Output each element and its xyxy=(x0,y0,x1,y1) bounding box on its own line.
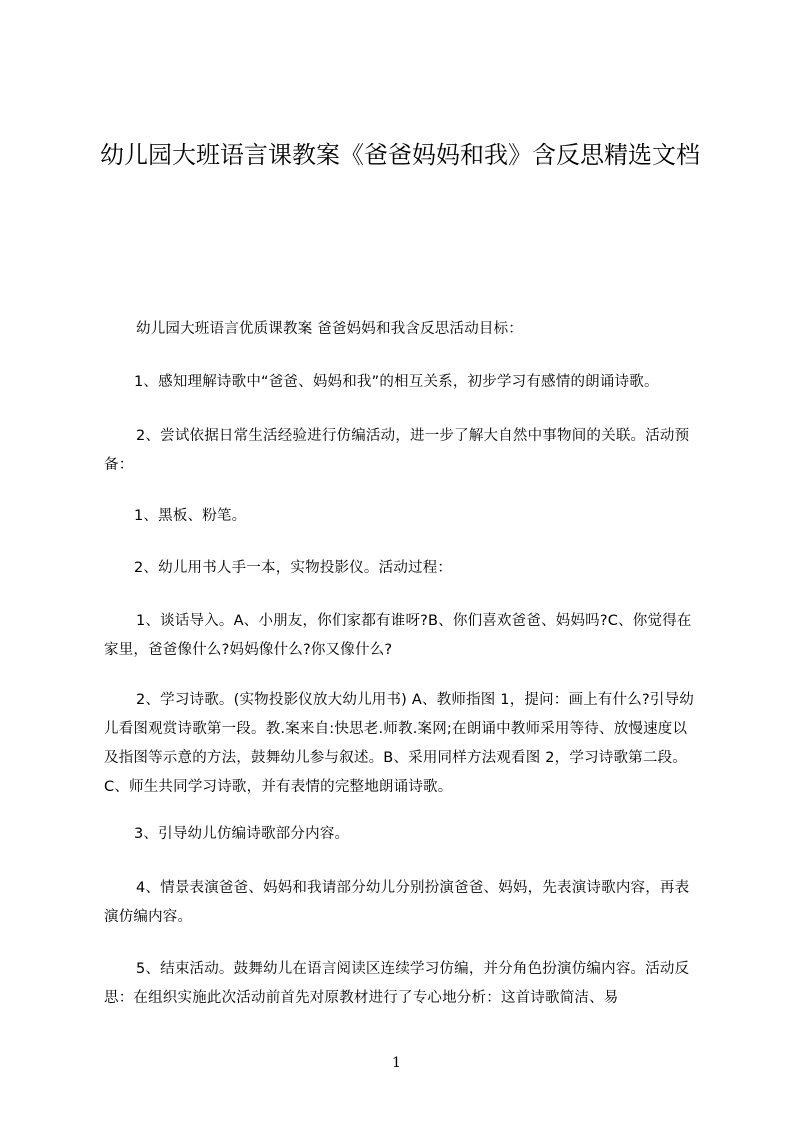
paragraph-process-1: 1、谈话导入。A、小朋友，你们家都有谁呀?B、你们喜欢爸爸、妈妈吗?C、你觉得在家里，爸爸像什么?妈妈像什么?你又像什么? xyxy=(104,613,692,658)
paragraph-process-3: 3、引导幼儿仿编诗歌部分内容。 xyxy=(134,826,350,842)
paragraph-process-2: 2、学习诗歌。(实物投影仪放大幼儿用书) A、教师指图 1，提问：画上有什么?引导幼儿看图观赏诗歌第一段。教.案来自:快思老.师教.案网;在朗诵中教师采用等待、放慢速度以及指图等示意的方法，鼓舞幼儿参与叙述。B、采用同样方法观看图 2，学习诗歌第二段。C、师生共同学习诗歌，并有表情的完整地朗诵诗歌。 xyxy=(104,692,694,795)
paragraph-goal-2: 2、尝试依据日常生活经验进行仿编活动，进一步了解大自然中事物间的关联。活动预备： xyxy=(104,428,690,473)
paragraph-process-5: 5、结束活动。鼓舞幼儿在语言阅读区连续学习仿编，并分角色扮演仿编内容。活动反思：在组织实施此次活动前首先对原教材进行了专心地分析：这首诗歌简洁、易 xyxy=(104,961,690,1006)
paragraph-intro: 幼儿园大班语言优质课教案 爸爸妈妈和我含反思活动目标： xyxy=(136,321,524,337)
page-number: 1 xyxy=(392,1055,401,1071)
paragraph-process-4: 4、情景表演爸爸、妈妈和我请部分幼儿分别扮演爸爸、妈妈，先表演诗歌内容，再表演仿编内容。 xyxy=(104,880,690,925)
document-title: 幼儿园大班语言课教案《爸爸妈妈和我》含反思精选文档 xyxy=(100,141,700,169)
paragraph-prep-2: 2、幼儿用书人手一本，实物投影仪。活动过程： xyxy=(134,560,453,576)
paragraph-prep-1: 1、黑板、粉笔。 xyxy=(134,508,247,524)
paragraph-goal-1: 1、感知理解诗歌中“爸爸、妈妈和我”的相互关系，初步学习有感情的朗诵诗歌。 xyxy=(134,374,659,390)
